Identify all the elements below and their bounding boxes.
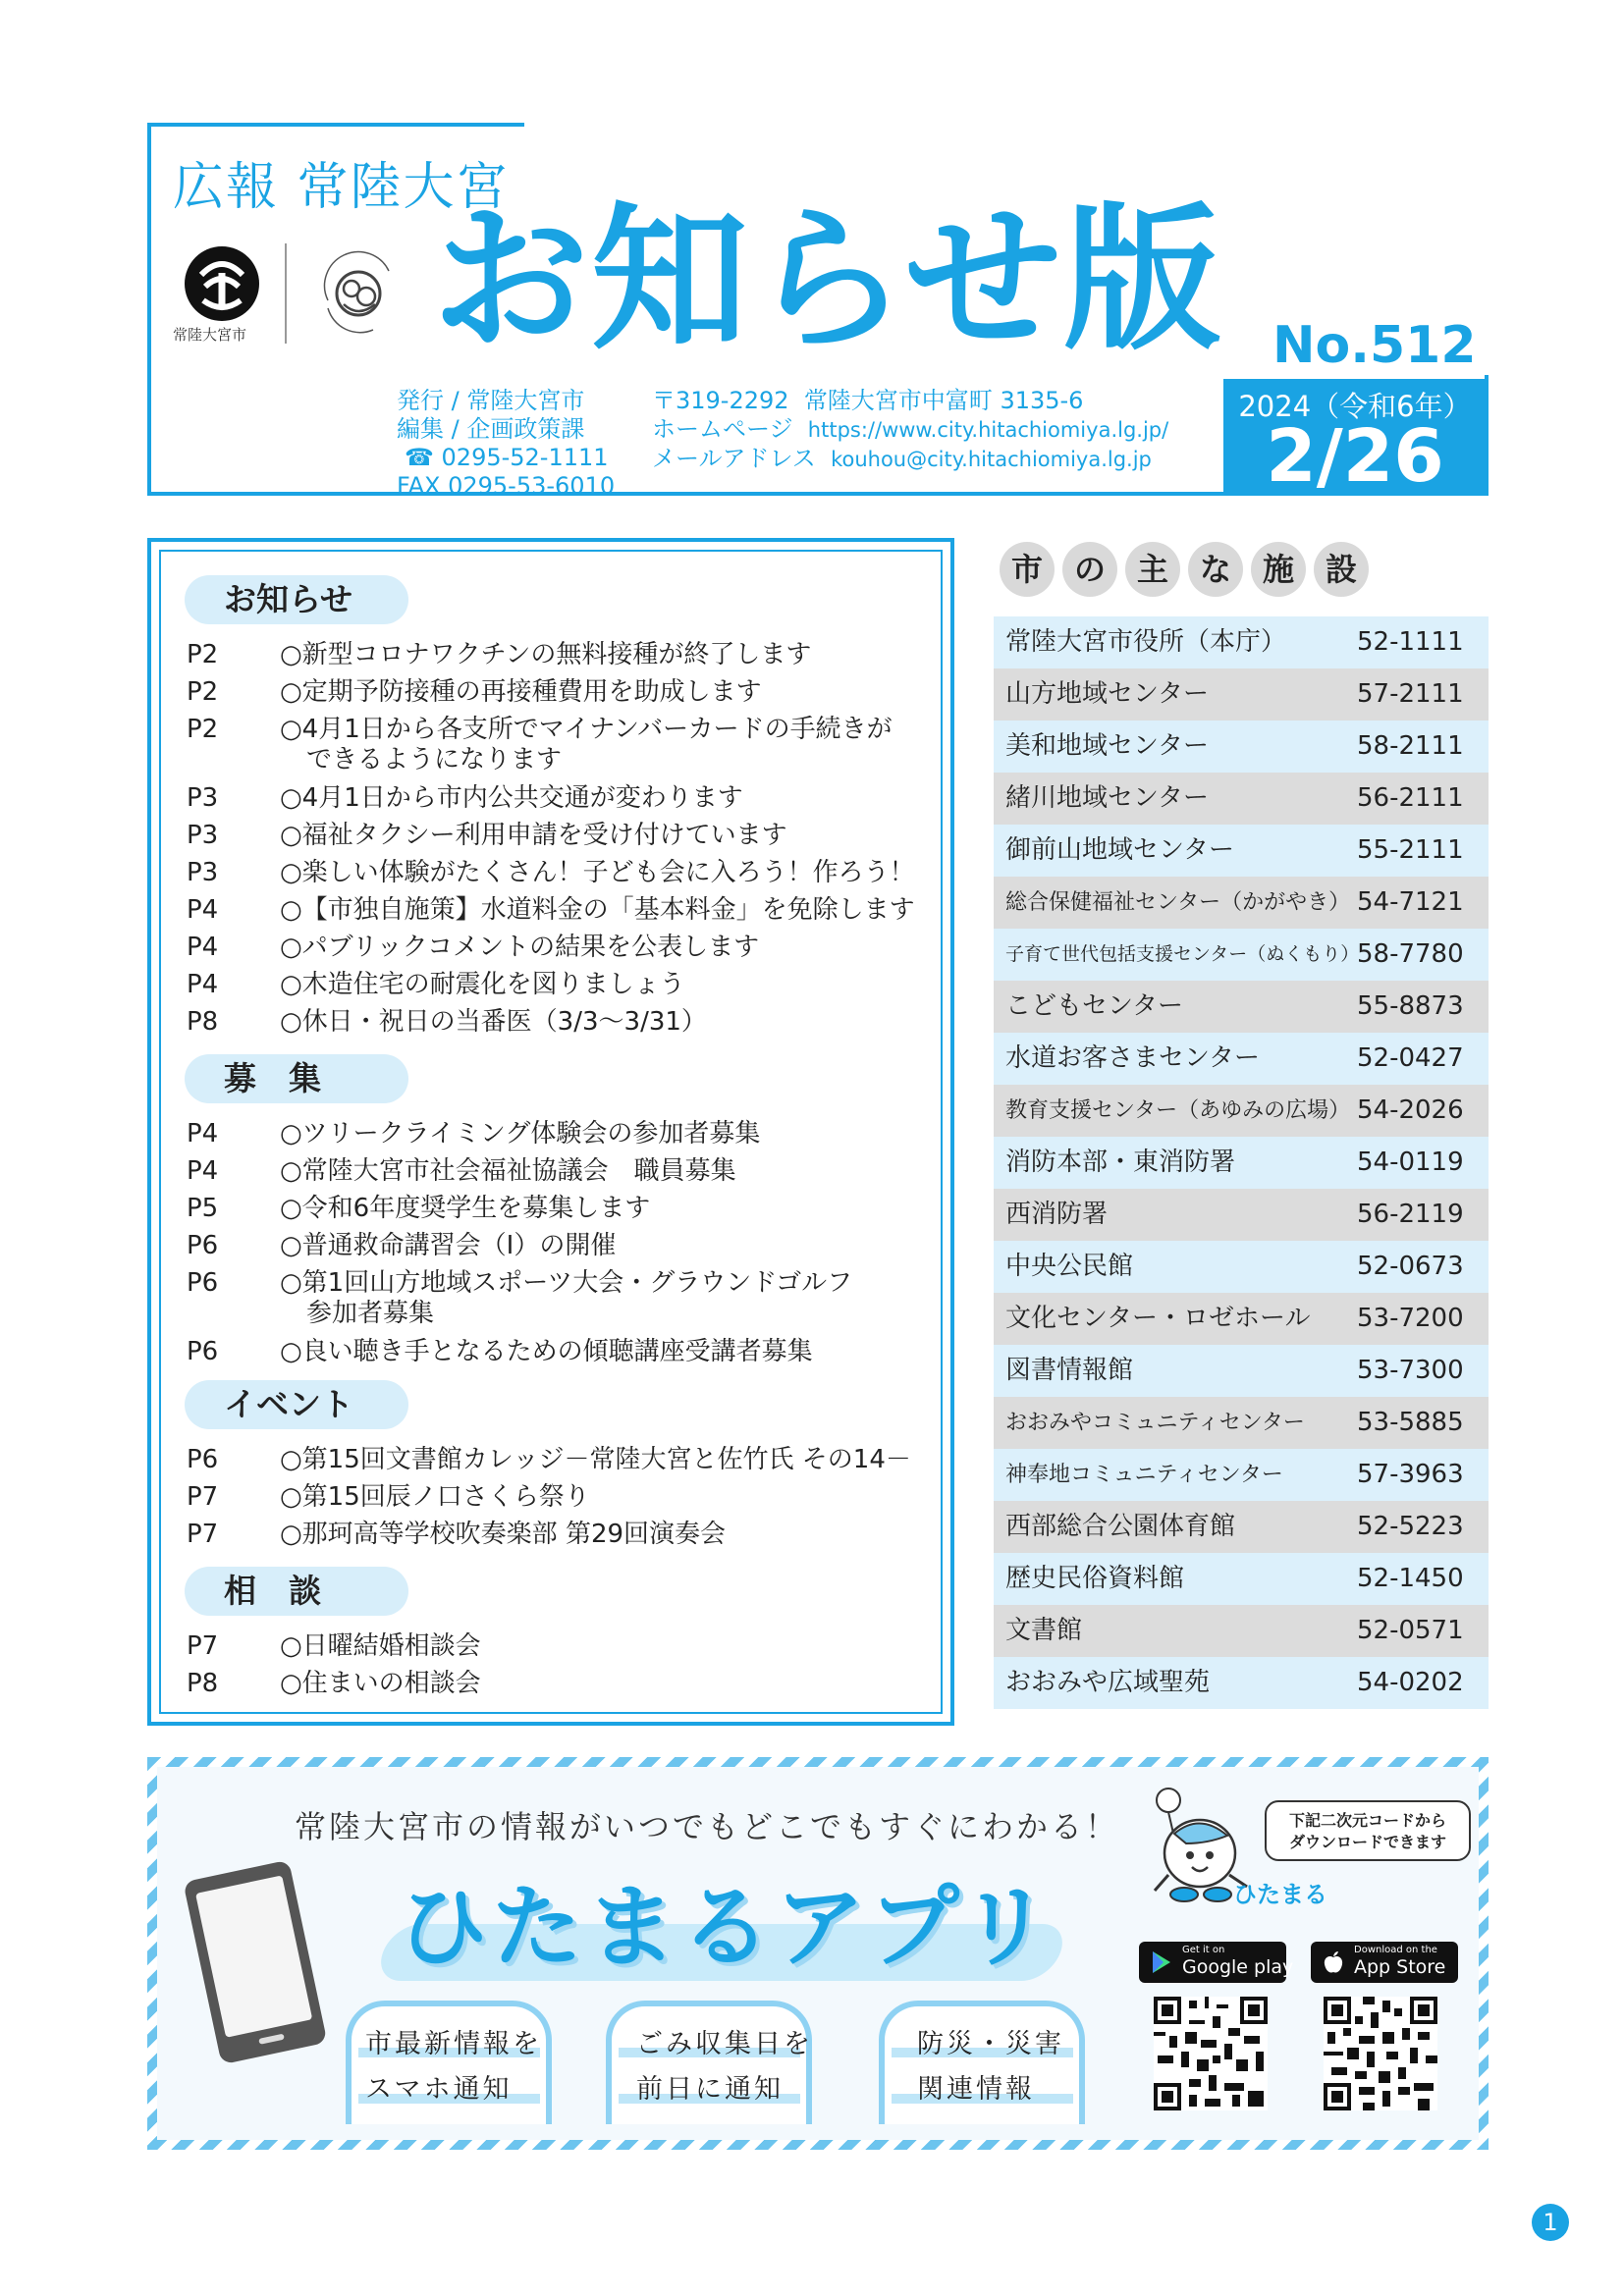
facilities-heading	[1000, 542, 1365, 603]
homepage-line	[652, 415, 1168, 445]
facility-row: 子育て世代包括支援センター（ぬくもり） 58-7780	[994, 929, 1489, 981]
feature-line: スマホ通知	[365, 2074, 513, 2105]
mascot-name: ひたまる	[1233, 1881, 1327, 1908]
address: 常陸大宮市中富町 3135-6	[803, 387, 1084, 414]
facility-row: 山方地域センター 57-2111	[994, 668, 1489, 721]
facility-row: 西部総合公園体育館 52-5223	[994, 1501, 1489, 1553]
qr-code-android-icon[interactable]	[1154, 1997, 1268, 2110]
editor-line: 編集 / 企画政策課	[397, 415, 585, 443]
facility-row: 常陸大宮市役所（本庁） 52-1111	[994, 616, 1489, 668]
facility-row: 美和地域センター 58-2111	[994, 721, 1489, 773]
app-store-label: App Store	[1354, 1956, 1446, 1978]
email-label: メールアドレス	[652, 445, 816, 472]
toc-item[interactable]: P2 ○4月1日から各支所でマイナンバーカードの手続きが	[187, 715, 893, 744]
toc-item[interactable]: P4 ○ツリークライミング体験会の参加者募集	[187, 1119, 761, 1148]
bubble-line: 下記二次元コードから	[1288, 1811, 1446, 1830]
publisher-line: 発行 / 常陸大宮市	[397, 387, 585, 414]
facility-row: 消防本部・東消防署 54-0119	[994, 1137, 1489, 1189]
app-store-button[interactable]	[1311, 1942, 1458, 1983]
google-play-icon	[1149, 1949, 1174, 1975]
masthead-border-top	[147, 123, 524, 127]
facilities-heading-char: 主	[1125, 542, 1180, 597]
fax-line: FAX 0295-53-6010	[397, 472, 616, 500]
issue-year: 2024（令和6年）	[1238, 390, 1472, 423]
toc-item[interactable]: P7 ○日曜結婚相談会	[187, 1631, 481, 1661]
page-title: お知らせ版	[432, 187, 1223, 371]
facility-row: 図書情報館 53-7300	[994, 1345, 1489, 1397]
toc-item[interactable]: P6 ○第1回山方地域スポーツ大会・グラウンドゴルフ	[187, 1268, 853, 1298]
toc-item[interactable]: P2 ○定期予防接種の再接種費用を助成します	[187, 677, 762, 707]
facility-row: こどもセンター 55-8873	[994, 981, 1489, 1033]
email-line	[652, 445, 1168, 474]
tel-line: ☎ 0295-52-1111	[405, 444, 609, 471]
apple-icon	[1321, 1949, 1346, 1975]
feature-card-notifications	[346, 2001, 552, 2124]
publication-name: 広報 常陸大宮	[173, 158, 510, 217]
toc-item[interactable]: P5 ○令和6年度奨学生を募集します	[187, 1194, 651, 1223]
toc-item[interactable]: P3 ○4月1日から市内公共交通が変わります	[187, 783, 743, 813]
toc-item[interactable]: P8 ○休日・祝日の当番医（3/3～3/31）	[187, 1007, 707, 1037]
masthead-border-left	[147, 123, 151, 496]
toc-item[interactable]: P6 ○第15回文書館カレッジ－常陸大宮と佐竹氏 その14－	[187, 1445, 911, 1474]
google-play-small: Get it on	[1182, 1945, 1225, 1955]
toc-item[interactable]: P2 ○新型コロナワクチンの無料接種が終了します	[187, 640, 812, 669]
toc-item[interactable]: P8 ○住まいの相談会	[187, 1669, 481, 1698]
facilities-heading-char: な	[1188, 542, 1243, 597]
city-emblem-icon	[314, 240, 403, 347]
facility-row: おおみやコミュニティセンター 53-5885	[994, 1397, 1489, 1449]
feature-line: 市最新情報を	[365, 2029, 542, 2059]
toc-item[interactable]: P4 ○木造住宅の耐震化を図りましょう	[187, 970, 685, 999]
app-banner-lead: 常陸大宮市の情報がいつでもどこでもすぐにわかる！	[295, 1808, 1120, 1845]
facilities-heading-char: 設	[1314, 542, 1369, 597]
feature-card-disaster	[879, 2001, 1085, 2124]
contact-info	[652, 387, 1168, 474]
bubble-line: ダウンロードできます	[1288, 1833, 1446, 1851]
toc-item[interactable]: P3 ○楽しい体験がたくさん！子ども会に入ろう！作ろう！	[187, 858, 915, 887]
facility-row: 西消防署 56-2119	[994, 1189, 1489, 1241]
feature-line: 防災・災害	[917, 2029, 1064, 2059]
facility-row: 御前山地域センター 55-2111	[994, 825, 1489, 877]
toc-item-continuation: 参加者募集	[306, 1299, 435, 1328]
section-heading-events: イベント	[185, 1380, 408, 1429]
city-logo-icon	[182, 243, 262, 324]
facilities-heading-char: 施	[1251, 542, 1306, 597]
section-heading-notices: お知らせ	[185, 575, 408, 624]
homepage-link[interactable]: https://www.city.hitachiomiya.lg.jp/	[807, 418, 1169, 442]
homepage-label: ホームページ	[652, 415, 793, 443]
facility-row: 文書館 52-0571	[994, 1605, 1489, 1657]
facility-row: 中央公民館 52-0673	[994, 1241, 1489, 1293]
toc-item[interactable]: P4 ○常陸大宮市社会福祉協議会 職員募集	[187, 1156, 736, 1186]
publisher-info	[397, 387, 615, 501]
toc-item[interactable]: P6 ○普通救命講習会（Ⅰ）の開催	[187, 1231, 617, 1260]
google-play-button[interactable]	[1139, 1942, 1294, 1983]
feature-line: 関連情報	[917, 2074, 1035, 2105]
facilities-heading-char: の	[1062, 542, 1117, 597]
google-play-label: Google play	[1182, 1956, 1294, 1978]
facility-row: 神奉地コミュニティセンター 57-3963	[994, 1449, 1489, 1501]
facilities-heading-char: 市	[1000, 542, 1055, 597]
toc-item[interactable]: P6 ○良い聴き手となるための傾聴講座受講者募集	[187, 1337, 813, 1366]
email-link[interactable]: kouhou@city.hitachiomiya.lg.jp	[831, 448, 1152, 471]
download-hint-bubble	[1265, 1800, 1471, 1861]
smartphone-icon	[172, 1860, 329, 2066]
app-title: ひたまるアプリ	[398, 1875, 1055, 1980]
page-number: 1	[1532, 2204, 1569, 2241]
issue-day: 2/26	[1266, 414, 1444, 499]
section-heading-consultation: 相 談	[185, 1567, 408, 1616]
facility-row: 歴史民俗資料館 52-1450	[994, 1553, 1489, 1605]
toc-item[interactable]: P7 ○那珂高等学校吹奏楽部 第29回演奏会	[187, 1520, 727, 1549]
issue-date-box	[1223, 379, 1487, 499]
app-store-small: Download on the	[1354, 1945, 1437, 1955]
feature-line: ごみ収集日を	[636, 2029, 813, 2059]
feature-card-garbage	[606, 2001, 812, 2124]
toc-item[interactable]: P3 ○福祉タクシー利用申請を受け付けています	[187, 821, 787, 850]
address-line	[652, 387, 1168, 415]
facility-row: 総合保健福祉センター（かがやき） 54-7121	[994, 877, 1489, 929]
facility-row: 文化センター・ロゼホール 53-7200	[994, 1293, 1489, 1345]
facility-row: 水道お客さまセンター 52-0427	[994, 1033, 1489, 1085]
qr-code-ios-icon[interactable]	[1324, 1997, 1437, 2110]
logo-divider	[285, 243, 287, 344]
feature-line: 前日に通知	[636, 2074, 784, 2105]
toc-item[interactable]: P7 ○第15回辰ノ口さくら祭り	[187, 1482, 590, 1512]
postal-code: 〒319-2292	[652, 387, 789, 414]
section-heading-recruitment: 募 集	[185, 1054, 408, 1103]
facility-row: おおみや広域聖苑 54-0202	[994, 1657, 1489, 1709]
toc-item-continuation: できるようになります	[306, 745, 563, 774]
city-logo-text: 常陸大宮市	[173, 326, 247, 344]
facility-row: 緒川地域センター 56-2111	[994, 773, 1489, 825]
facility-row: 教育支援センター（あゆみの広場） 54-2026	[994, 1085, 1489, 1137]
issue-number: No.512	[1272, 316, 1477, 375]
toc-item[interactable]: P4 ○【市独自施策】水道料金の「基本料金」を免除します	[187, 895, 915, 925]
toc-item[interactable]: P4 ○パブリックコメントの結果を公表します	[187, 933, 760, 962]
